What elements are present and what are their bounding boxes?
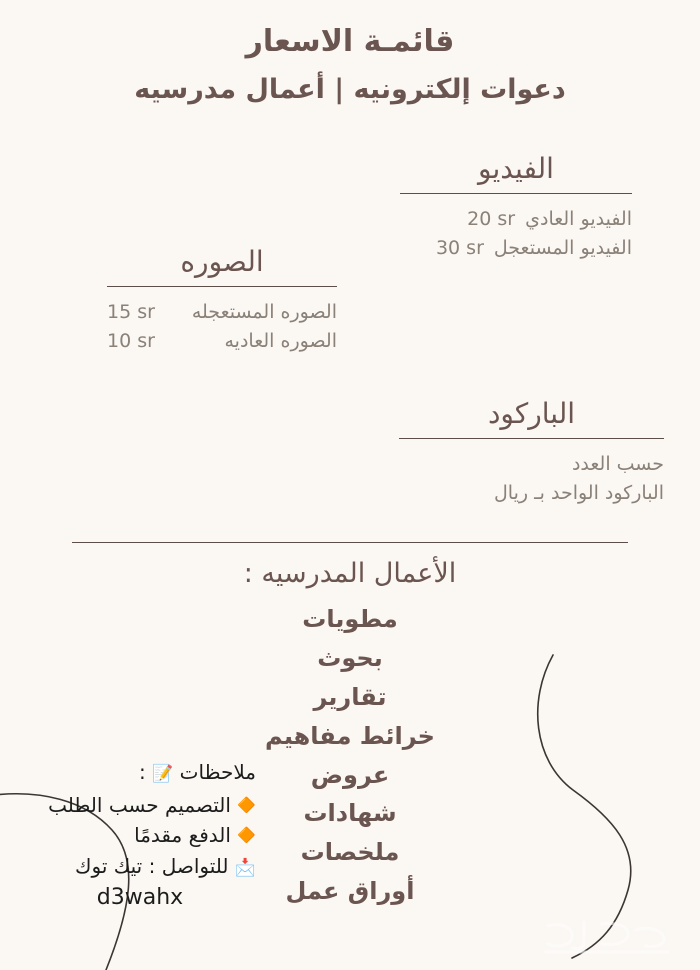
- section-barcode-rows: [399, 450, 664, 509]
- price-label: الباركود الواحد بـ ريال: [494, 482, 664, 505]
- note-item-label: التصميم حسب الطلب: [48, 792, 231, 817]
- price-amount: 20 sr: [467, 207, 516, 230]
- section-barcode: [399, 397, 664, 508]
- list-item: خرائط مفاهيم: [265, 721, 435, 750]
- tiktok-handle: d3wahx: [96, 885, 184, 911]
- price-row: [107, 298, 337, 327]
- price-row: [400, 234, 632, 263]
- price-row: [400, 205, 632, 234]
- section-image-rule: [107, 286, 337, 287]
- list-item: شهادات: [303, 799, 397, 828]
- note-item: [40, 790, 256, 820]
- envelope-icon: 📩: [234, 857, 256, 878]
- section-video: [400, 152, 632, 263]
- list-item: ملخصات: [300, 838, 400, 867]
- contact-line: [40, 851, 256, 882]
- contact-label: للتواصل : تيك توك: [75, 853, 229, 878]
- price-row: [399, 479, 664, 508]
- note-item-label: الدفع مقدمًا: [134, 823, 231, 848]
- price-row: [399, 450, 664, 479]
- page-title: قائمـة الاسعار: [245, 24, 455, 59]
- list-item: عروض: [310, 760, 390, 789]
- main-divider: [72, 542, 628, 543]
- price-label: الصوره المستعجله: [191, 300, 337, 323]
- memo-icon: 📝: [152, 764, 174, 784]
- section-video-rule: [400, 193, 632, 194]
- section-barcode-rule: [399, 438, 664, 439]
- note-item: [40, 820, 256, 850]
- notes-section: [40, 757, 256, 915]
- price-label: حسب العدد: [571, 452, 664, 475]
- section-image-title: الصوره: [180, 245, 264, 278]
- section-video-title: الفيديو: [478, 152, 554, 185]
- site-watermark: [532, 912, 682, 958]
- page-header: [0, 22, 700, 108]
- section-image: [107, 245, 337, 356]
- page-subtitle: دعوات إلكترونيه | أعمال مدرسيه: [134, 73, 566, 105]
- diamond-bullet-icon: 🔶: [237, 795, 256, 814]
- diamond-bullet-icon: 🔶: [237, 826, 256, 845]
- notes-title-label: ملاحظات: [179, 760, 256, 784]
- price-amount: 30 sr: [435, 237, 484, 260]
- price-row: [107, 327, 337, 356]
- price-amount: 10 sr: [107, 330, 155, 353]
- price-label: الفيديو المستعجل: [493, 237, 632, 260]
- section-barcode-title: الباركود: [487, 397, 576, 430]
- price-label: الصوره العاديه: [224, 330, 337, 353]
- list-item: مطويات: [302, 605, 398, 634]
- price-label: الفيديو العادي: [525, 207, 632, 230]
- section-video-rows: [400, 205, 632, 264]
- price-amount: 15 sr: [107, 300, 155, 323]
- section-image-rows: [107, 298, 337, 357]
- list-item: تقارير: [313, 682, 387, 711]
- school-works-heading: الأعمال المدرسيه :: [243, 558, 457, 589]
- list-item: أوراق عمل: [285, 877, 415, 906]
- notes-title-colon: :: [139, 760, 146, 784]
- list-item: بحوث: [317, 643, 383, 672]
- notes-title: [40, 757, 256, 788]
